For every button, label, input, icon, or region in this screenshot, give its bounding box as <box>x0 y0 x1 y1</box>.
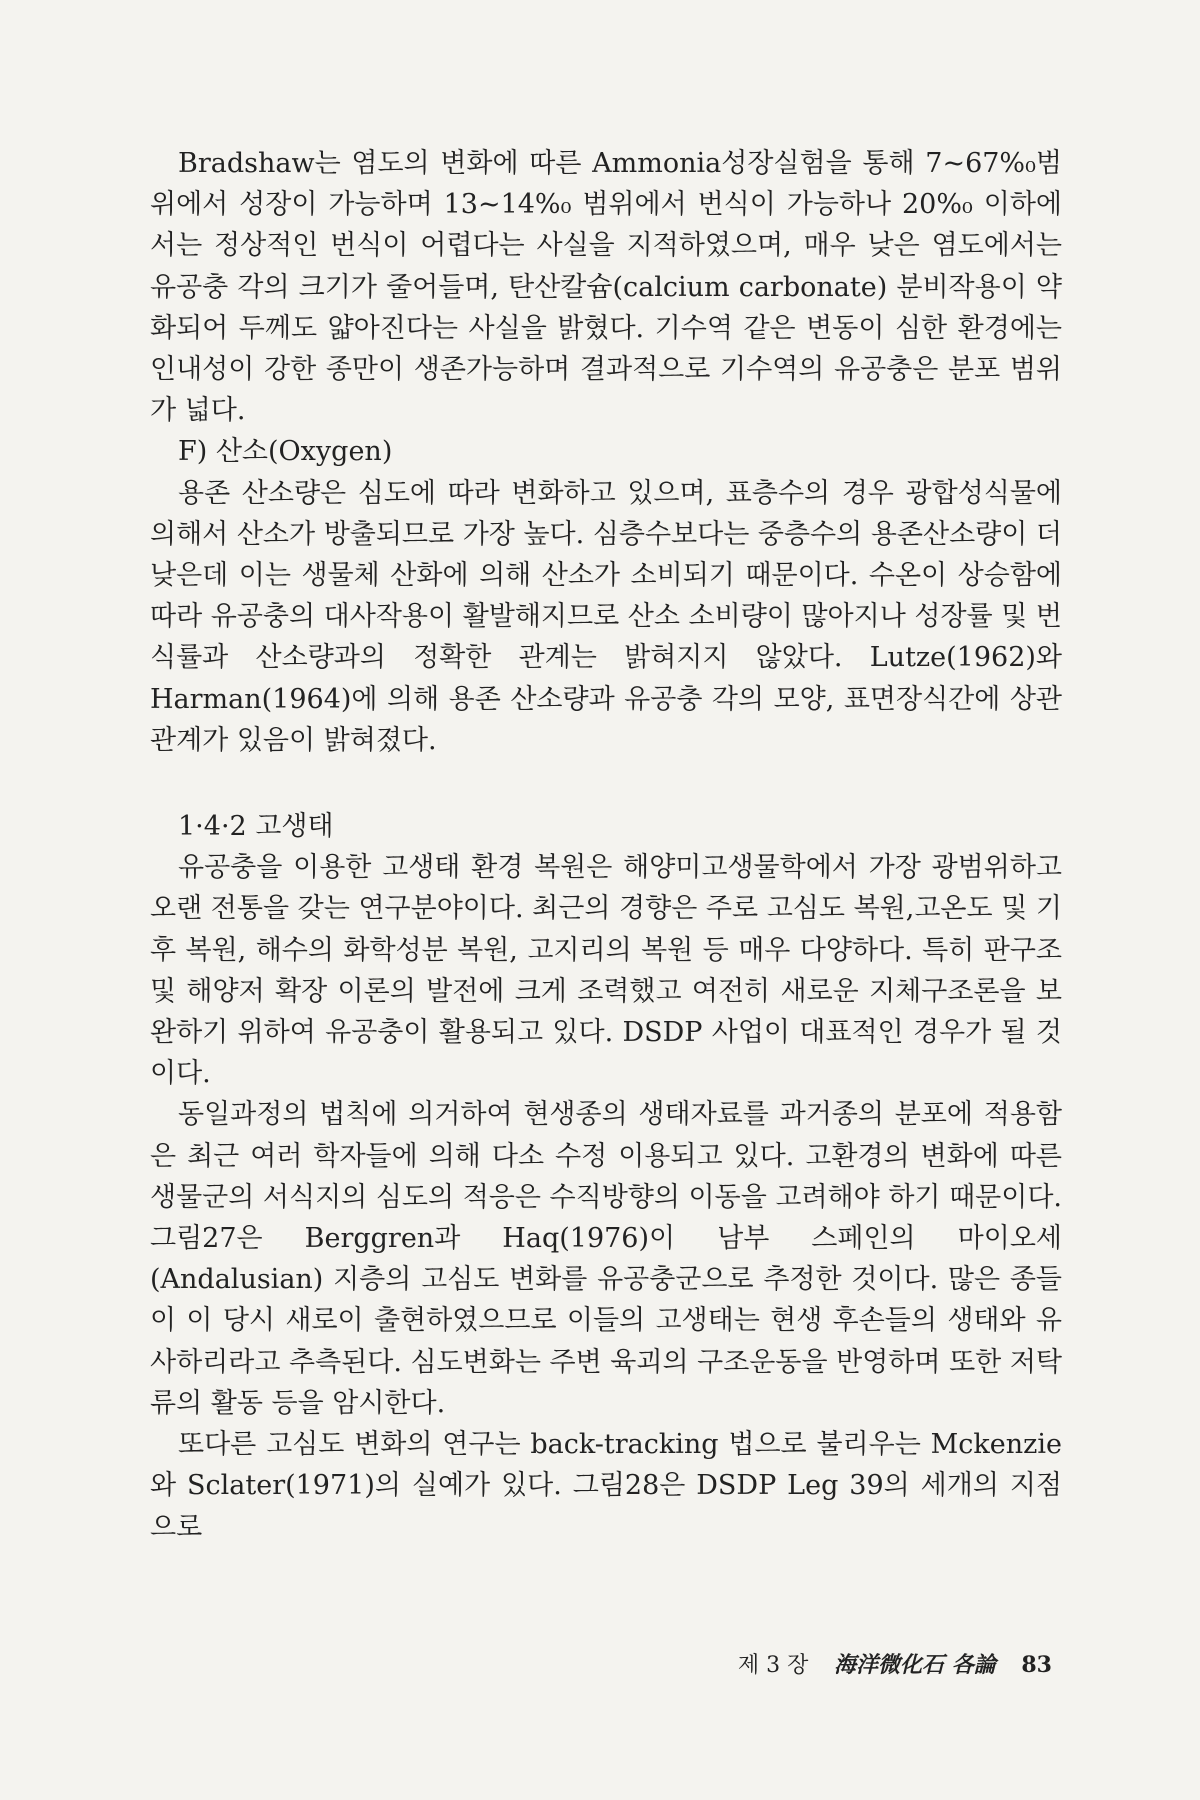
body-text <box>150 143 1062 1548</box>
paragraph-paleoecology-3: 또다른 고심도 변화의 연구는 back-tracking 법으로 불리우는 Mckenzie와 Sclater(1971)의 실예가 있다. 그림28은 DSDP Leg 39의 세개의 지점으로 <box>150 1429 1062 1543</box>
page-number: 83 <box>1021 1652 1052 1678</box>
footer-title: 海洋微化石 各論 <box>834 1652 996 1678</box>
paragraph-oxygen: 용존 산소량은 심도에 따라 변화하고 있으며, 표층수의 경우 광합성식물에 의해서 산소가 방출되므로 가장 높다. 심층수보다는 중층수의 용존산소량이 더 낮은데 이는 생물체 산화에 의해 산소가 소비되기 때문이다. 수온이 상승함에 따라 유공충의 대사작용이 활발해지므로 산소 소비량이 많아지나 성장률 및 번식률과 산소량과의 정확한 관계는 밝혀지지 않았다. Lutze(1962)와 Harman(1964)에 의해 용존 산소량과 유공충 각의 모양, 표면장식간에 상관관계가 있음이 밝혀졌다. <box>150 477 1062 756</box>
paragraph-salinity: Bradshaw는 염도의 변화에 따른 Ammonia성장실험을 통해 7~67%₀범위에서 성장이 가능하며 13~14%₀ 범위에서 번식이 가능하나 20%₀ 이하에서는 정상적인 번식이 어렵다는 사실을 지적하였으며, 매우 낮은 염도에서는 유공충 각의 크기가 줄어들며, 탄산칼슘(calcium carbonate) 분비작용이 약화되어 두께도 얇아진다는 사실을 밝혔다. 기수역 같은 변동이 심한 환경에는 인내성이 강한 종만이 생존가능하며 결과적으로 기수역의 유공충은 분포 범위가 넓다. <box>150 148 1062 427</box>
section-heading-oxygen: F) 산소(Oxygen) <box>178 436 393 468</box>
section-gap <box>150 761 1062 806</box>
paragraph-paleoecology-2: 동일과정의 법칙에 의거하여 현생종의 생태자료를 과거종의 분포에 적용함은 최근 여러 학자들에 의해 다소 수정 이용되고 있다. 고환경의 변화에 따른 생물군의 서식지의 심도의 적응은 수직방향의 이동을 고려해야 하기 때문이다. 그림27은 Berggren과 Haq(1976)이 남부 스페인의 마이오세(Andalusian) 지층의 고심도 변화를 유공충군으로 추정한 것이다. 많은 종들이 이 당시 새로이 출현하였으므로 이들의 고생태는 현생 후손들의 생태와 유사하리라고 추측된다. 심도변화는 주변 육괴의 구조운동을 반영하며 또한 저탁류의 활동 등을 암시한다. <box>150 1099 1062 1419</box>
page-footer <box>738 1648 1052 1679</box>
section-heading-paleoecology: 1·4·2 고생태 <box>178 811 334 843</box>
footer-chapter: 제 3 장 <box>737 1653 809 1678</box>
paragraph-paleoecology-1: 유공충을 이용한 고생태 환경 복원은 해양미고생물학에서 가장 광범위하고 오랜 전통을 갖는 연구분야이다. 최근의 경향은 주로 고심도 복원,고온도 및 기후 복원, 해수의 화학성분 복원, 고지리의 복원 등 매우 다양하다. 특히 판구조 및 해양저 확장 이론의 발전에 크게 조력했고 여전히 새로운 지체구조론을 보완하기 위하여 유공충이 활용되고 있다. DSDP 사업이 대표적인 경우가 될 것이다. <box>150 852 1062 1090</box>
